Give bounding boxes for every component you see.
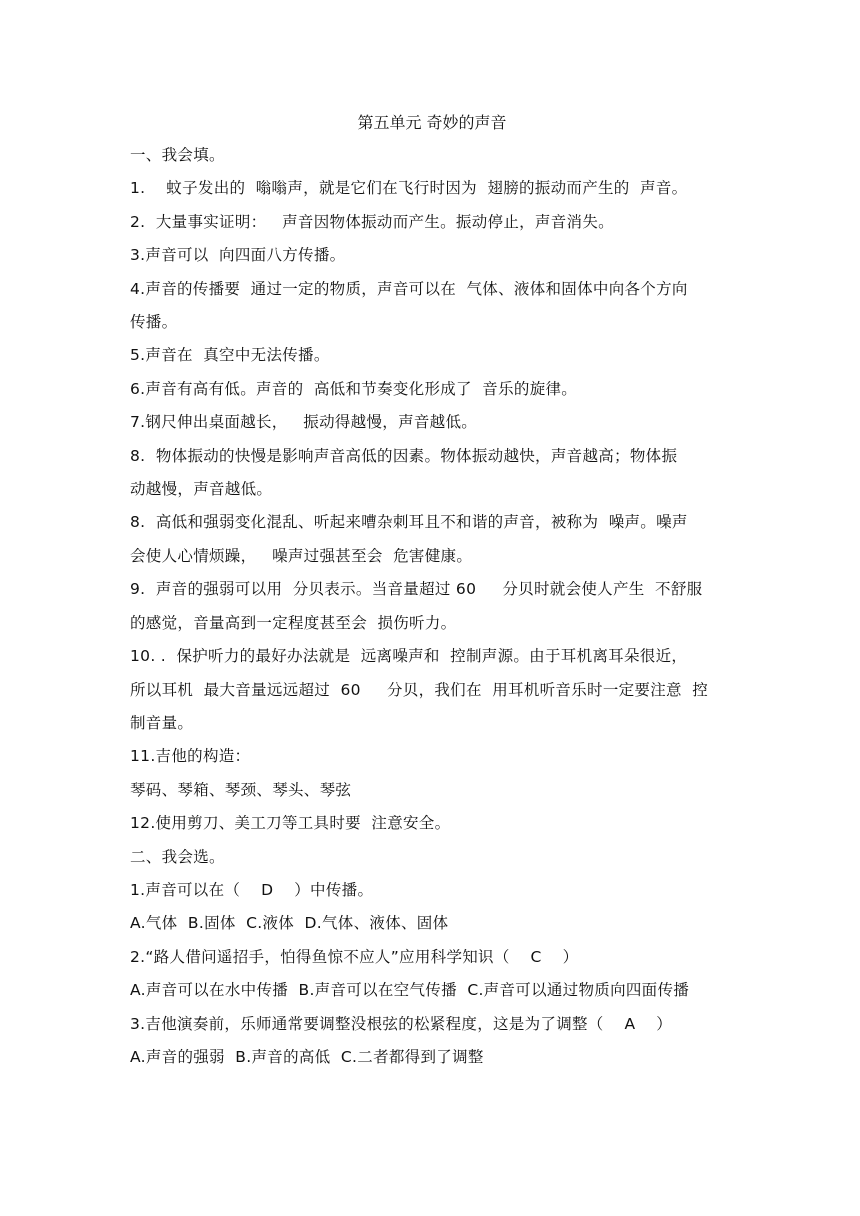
- section-heading-choice: 二、我会选。: [130, 847, 225, 866]
- fill-item-10-line-3: 制音量。: [130, 713, 194, 732]
- fill-item-2: 2. 大量事实证明： 声音因物体振动而产生。振动停止，声音消失。: [130, 212, 614, 231]
- fill-item-8a-line-2: 动越慢，声音越低。: [130, 480, 273, 499]
- fill-item-9-line-1: 9. 声音的强弱可以用 分贝表示。当音量超过 60 分贝时就会使人产生 不舒服: [130, 580, 703, 599]
- fill-item-5: 5.声音在 真空中无法传播。: [130, 346, 330, 365]
- section-heading-fill-in: 一、我会填。: [130, 146, 225, 164]
- choice-options-3: A.声音的强弱 B.声音的高低 C.二者都得到了调整: [130, 1047, 484, 1066]
- document-title: 第五单元 奇妙的声音: [357, 113, 507, 132]
- fill-item-3: 3.声音可以 向四面八方传播。: [130, 246, 346, 265]
- fill-item-11: 11.吉他的构造：: [130, 747, 251, 766]
- fill-item-11-answer: 琴码、琴箱、琴颈、琴头、琴弦: [130, 780, 352, 799]
- fill-item-9-line-2: 的感觉，音量高到一定程度甚至会 损伤听力。: [130, 613, 457, 632]
- choice-question-3: 3.吉他演奏前，乐师通常要调整没根弦的松紧程度，这是为了调整（ A ）: [130, 1014, 673, 1033]
- fill-item-6: 6.声音有高有低。声音的 高低和节奏变化形成了 音乐的旋律。: [130, 379, 578, 398]
- choice-question-1: 1.声音可以在（ D ）中传播。: [130, 880, 374, 899]
- choice-question-2: 2.“路人借问遥招手，怕得鱼惊不应人”应用科学知识（ C ）: [130, 947, 579, 966]
- fill-item-4-line-2: 传播。: [130, 313, 178, 332]
- choice-options-2: A.声音可以在水中传播 B.声音可以在空气传播 C.声音可以通过物质向四面传播: [130, 981, 690, 1000]
- fill-item-8a-line-1: 8. 物体振动的快慢是影响声音高低的因素。物体振动越快，声音越高；物体振: [130, 446, 678, 465]
- fill-item-8b-line-2: 会使人心情烦躁， 噪声过强甚至会 危害健康。: [130, 546, 473, 565]
- fill-item-7: 7.钢尺伸出桌面越长， 振动得越慢，声音越低。: [130, 413, 478, 432]
- fill-item-10-line-1: 10. . 保护听力的最好办法就是 远离噪声和 控制声源。由于耳机离耳朵很近，: [130, 647, 688, 666]
- document-body: [130, 107, 734, 1074]
- fill-item-4-line-1: 4.声音的传播要 通过一定的物质，声音可以在 气体、液体和固体中向各个方向: [130, 279, 688, 298]
- fill-item-8b-line-1: 8. 高低和强弱变化混乱、听起来嘈杂刺耳且不和谐的声音，被称为 噪声。噪声: [130, 513, 688, 532]
- fill-item-10-line-2: 所以耳机 最大音量远远超过 60 分贝，我们在 用耳机听音乐时一定要注意 控: [130, 680, 709, 699]
- fill-item-12: 12.使用剪刀、美工刀等工具时要 注意安全。: [130, 814, 451, 833]
- fill-item-1: 1. 蚊子发出的 嗡嗡声，就是它们在飞行时因为 翅膀的振动而产生的 声音。: [130, 179, 688, 198]
- choice-options-1: A.气体 B.固体 C.液体 D.气体、液体、固体: [130, 914, 449, 933]
